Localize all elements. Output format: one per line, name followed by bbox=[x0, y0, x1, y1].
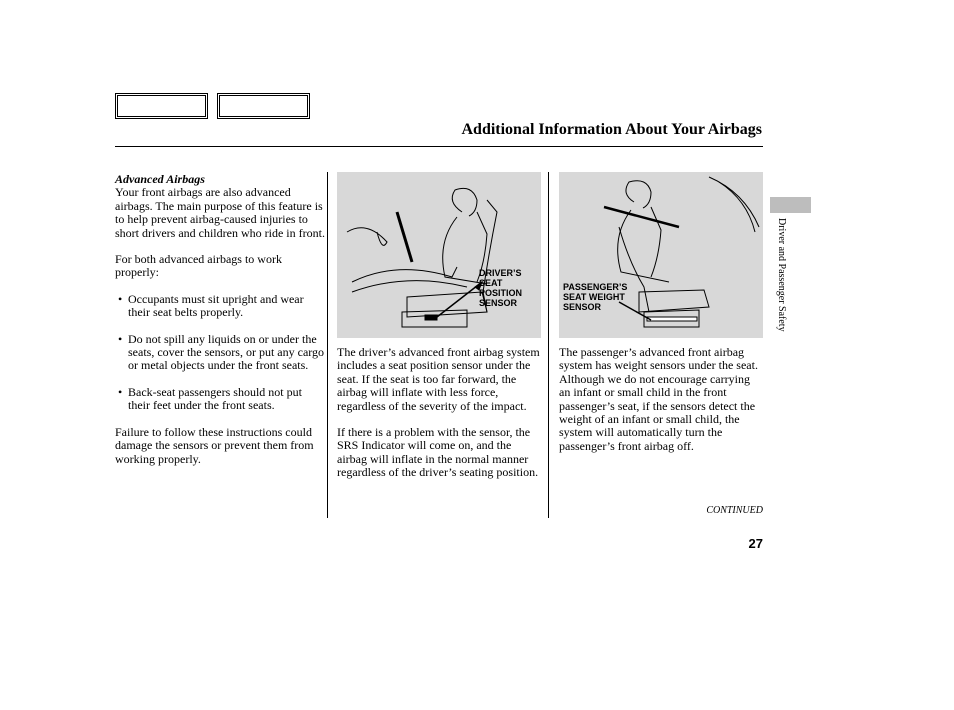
bullet-item bbox=[115, 386, 325, 413]
page-title: Additional Information About Your Airbags bbox=[461, 121, 762, 138]
bullet-dot: • bbox=[118, 291, 123, 306]
bullet-text: Do not spill any liquids on or under the seats, cover the sensors, or put any cargo or metal objects under the front seats. bbox=[128, 331, 325, 373]
driver-paragraph-1: The driver’s advanced front airbag system includes a seat position sensor under the seat. If the seat is too far forward, the airbag will inflate with less force, regardless of the severity of the impact. bbox=[337, 345, 540, 413]
passenger-seat-figure bbox=[559, 172, 763, 338]
column-divider bbox=[327, 172, 328, 518]
bullet-dot: • bbox=[118, 331, 123, 346]
continued-label: CONTINUED bbox=[706, 505, 763, 516]
driver-sensor-label: DRIVER’S SEAT POSITION SENSOR bbox=[479, 268, 523, 308]
passenger-seat-illustration-icon bbox=[559, 172, 763, 338]
bullet-item bbox=[115, 333, 325, 373]
passenger-paragraph: The passenger’s advanced front airbag system has weight sensors under the seat. Although we do not encourage carrying an infant or small child in the front passenger’s seat, if the sensors detect the weight of an infant or small child, the system will automatically turn the passenger’s front airbag off. bbox=[559, 345, 758, 453]
title-rule bbox=[115, 146, 763, 147]
bullet-dot: • bbox=[118, 384, 123, 399]
left-column bbox=[115, 173, 325, 466]
section-tab[interactable] bbox=[770, 197, 811, 213]
subheading: Advanced Airbags bbox=[115, 172, 205, 186]
bullet-text: Back-seat passengers should not put their feet under the front seats. bbox=[128, 384, 302, 413]
driver-seat-figure bbox=[337, 172, 541, 338]
intro-paragraph: Your front airbags are also advanced airbags. The main purpose of this feature is to help prevent airbag-caused injuries to short drivers and children who ride in front. bbox=[115, 185, 325, 240]
column-divider bbox=[548, 172, 549, 518]
driver-paragraph-2: If there is a problem with the sensor, the SRS Indicator will come on, and the airbag will inflate in the normal manner regardless of the driver’s seating position. bbox=[337, 425, 539, 480]
page-number: 27 bbox=[748, 536, 763, 551]
right-column bbox=[559, 346, 764, 453]
closing-paragraph: Failure to follow these instructions could damage the sensors or prevent them from working properly. bbox=[115, 424, 314, 466]
nav-box-right[interactable] bbox=[217, 93, 310, 119]
nav-box-left[interactable] bbox=[115, 93, 208, 119]
bullet-text: Occupants must sit upright and wear their seat belts properly. bbox=[128, 291, 304, 320]
passenger-sensor-label: PASSENGER’S SEAT WEIGHT SENSOR bbox=[563, 282, 628, 312]
middle-column bbox=[337, 346, 543, 480]
section-side-label: Driver and Passenger Safety bbox=[776, 218, 787, 332]
driver-seat-illustration-icon bbox=[337, 172, 541, 338]
bullet-item bbox=[115, 293, 325, 320]
lead-in-paragraph: For both advanced airbags to work properly: bbox=[115, 252, 282, 280]
